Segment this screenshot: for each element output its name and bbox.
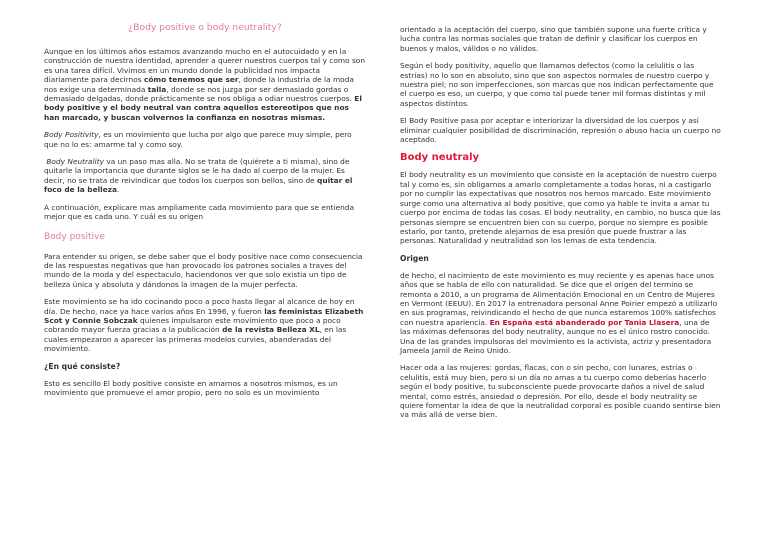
origin-paragraph: Para entender su origen, se debe saber que el body positive nace como consecuencia de las respuestas negativas que han provocado los patrones sociales a traves del mundo de la moda y del espectaculo, haciendonos ver que solo existia un tipo de belleza única y absoluta y dándonos la imagen de la mujer perfecta. bbox=[44, 251, 363, 289]
closing-paragraph: Hacer oda a las mujeres: gordas, flacas, con o sin pecho, con lunares, estrías o celulitis, está muy bien, pero si un día no amas a tu cuerpo como deberías hacerlo según el body positive, tu subconsciente puede provocarte daños a nivel de salud mental, como estrés, ansiedad o depresión. Por ello, desde el body neutrality se quiere fomentar la idea de que la neutralidad corporal es posible cuando sentirse bien va más allá de verse bien. bbox=[400, 363, 721, 420]
origen-paragraph bbox=[400, 271, 722, 356]
section-heading-consiste: ¿En qué consiste? bbox=[44, 361, 121, 371]
left-column bbox=[44, 22, 366, 405]
body-neutrality-text-1: va un paso mas alla. No se trata de (quiérete a ti misma), sino de quitarle la importancia que durante siglos se le ha dado al cuerpo de la mujer. Es decir, no se trata de reivindicar que todos los cuerpos son bellos, sino de bbox=[44, 157, 350, 185]
defects-paragraph: Según el body positivity, aquello que llamamos defectos (como la celulitis o las estrías) no lo son en absoluto, sino que son aspectos normales de nuestro cuerpo y nuestra piel; no son imperfecciones, son marcas que nos indican perfectamente que el cuerpo es eso, un cuerpo, y que como tal puede tener mil formas distintas y mil aspectos distintos. bbox=[400, 61, 714, 108]
origen-text-2: , una de las máximas defensoras del body neutrality, aunque no es el único rostro conocido. Una de las grandes impulsoras del movimiento es la activista, actriz y presentadora Jameela Jamil de Reino Unido. bbox=[400, 317, 712, 355]
intro-text-2: , donde la industria de la moda nos exige una determinada bbox=[44, 75, 354, 94]
body-neutrality-bold: quitar el foco de la belleza bbox=[44, 175, 353, 195]
page-title: ¿Body positive o body neutrality? bbox=[128, 22, 282, 33]
neutrality-paragraph: El body neutrality es un movimiento que consiste en la aceptación de nuestro cuerpo tal y como es, sin obligarnos a amarlo completamente a todas horas, ni a castigarlo por no cumplir las expectativas que nosotros nos hemos marcado. Este movimiento surge como una alternativa al body positive, que como ya hable te invita a amar tu cuerpo por encima de todas las cosas. El body neutrality, en cambio, no busca que las personas siempre se encuentren bien con su cuerpo, porque no siempre es posible estarlo, por tanto, pretende alejarnos de esa presión que puede frustrar a las personas. Naturalidad y neutralidad son los lemas de esta tendencia. bbox=[400, 170, 721, 246]
origen-text-1: de hecho, el nacimiento de este movimiento es muy reciente y es apenas hace unos años que se habla de ello con naturalidad. Se dice que el origen del termino se remonta a 2010, a un programa de Alimentación Emocional en un Centro de Mujeres en Vermont (EEUU). En 2017 la entrenadora personal Anne Poirier empezó a utilizarlo en sus programas, reivindicando el hecho de que nunca estaremos 100% satisfechos con nuestra apariencia. bbox=[400, 270, 718, 327]
intro-text-1: Aunque en los últimos años estamos avanzando mucho en el autocuidado y en la construcción de nuestra identidad, aprender a querer nuestros cuerpos tal y como son es una tarea difícil. Vivimos en un mundo donde la publicidad nos impacta diariamente para decirnos bbox=[44, 47, 366, 85]
body-positivity-term: Body Positivity bbox=[44, 130, 99, 140]
section-heading-body-neutraly: Body neutraly bbox=[400, 152, 480, 164]
origen-highlight: En España está abanderado por Tania Llasera bbox=[489, 317, 680, 327]
section-heading-body-positive: Body positive bbox=[44, 231, 105, 242]
continuation-paragraph: orientado a la aceptación del cuerpo, sino que también supone una fuerte crítica y lucha contra las normas sociales que tratan de definir y clasificar los cuerpos en buenos y malos, válidos o no válidos. bbox=[400, 25, 707, 53]
history-bold-1: las feministas Elizabeth Scot y Connie Sobczak bbox=[44, 306, 364, 325]
intro-bold-2: talla bbox=[147, 84, 167, 94]
intro-bold-3: El body positive y el body neutral van contra aquellos estereotipos que nos han marcado, y buscan volvernos la confianza en nosotras mismas. bbox=[44, 94, 362, 122]
body-neutrality-paragraph bbox=[44, 157, 366, 195]
intro-paragraph bbox=[44, 47, 366, 122]
body-neutrality-text-2: . bbox=[116, 185, 120, 195]
right-column bbox=[400, 25, 722, 428]
body-positivity-text: , es un movimiento que lucha por algo que parece muy simple, pero que no lo es: amarme tal y como soy. bbox=[44, 130, 352, 149]
body-positivity-paragraph bbox=[44, 130, 366, 149]
history-text-2: quienes impulsaron este movimiento que poco a poco cobrando mayor fuerza gracias a la publicación bbox=[44, 315, 341, 335]
acceptance-paragraph: El Body Positive pasa por aceptar e interiorizar la diversidad de los cuerpos y así eliminar cualquier posibilidad de discriminación, represión o abuso hacia un cuerpo no aceptado. bbox=[400, 116, 721, 145]
body-neutrality-term: Body Neutrality bbox=[46, 157, 104, 167]
history-text-3: , en las cuales empezaron a aparecer las primeras modelos curvies, abanderadas del movimiento. bbox=[44, 325, 347, 354]
section-heading-origen: Origen bbox=[400, 253, 429, 263]
history-bold-2: de la revista Belleza XL bbox=[222, 325, 320, 335]
consiste-paragraph: Esto es sencillo El body positive consiste en amarnos a nosotros mismos, es un movimiento que promueve el amor propio, pero no solo es un movimiento bbox=[44, 378, 338, 397]
history-paragraph bbox=[44, 297, 366, 353]
explanation-paragraph: A continuación, explicare mas ampliamente cada movimiento para que se entienda mejor que es cada uno. Y cuál es su origen bbox=[44, 202, 355, 222]
history-text-1: Este movimiento se ha ido cocinando poco a poco hasta llegar al alcance de hoy en día. De hecho, nace ya hace varios años En 1996, y fueron bbox=[44, 297, 355, 316]
intro-bold-1: cómo tenemos que ser bbox=[143, 75, 239, 85]
intro-text-3: , donde se nos juzga por ser demasiado gordas o demasiado delgadas, donde prácticamente se nos obliga a odiar nuestros cuerpos. bbox=[44, 84, 355, 104]
